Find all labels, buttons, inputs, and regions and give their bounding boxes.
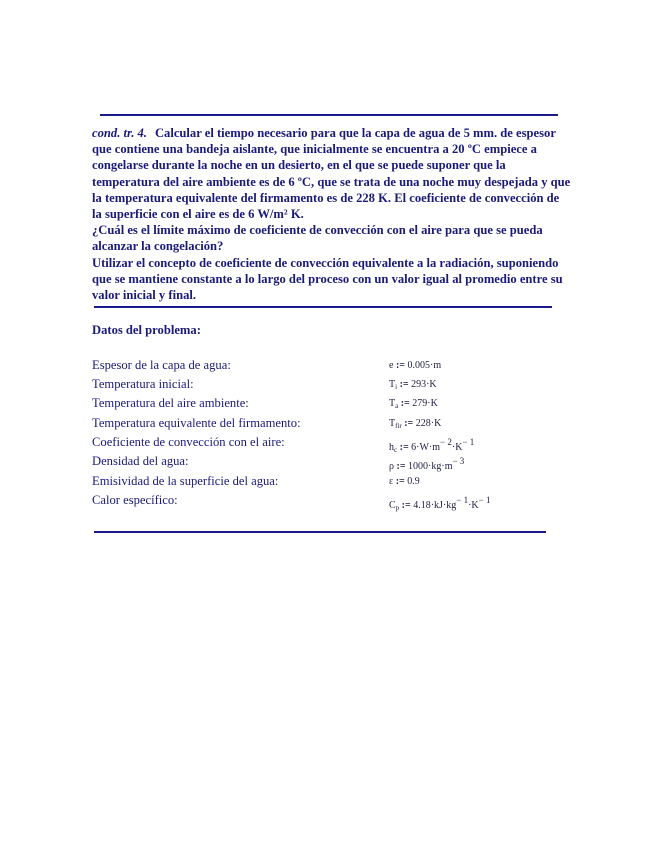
data-row-conveccion xyxy=(92,435,562,455)
data-equation: $T_i$ := 293·K xyxy=(389,379,437,391)
data-equation: ρ := $1000\cdot kg\cdot m^{- 3}$ xyxy=(389,456,465,472)
problem-paragraph-1 xyxy=(92,125,572,222)
data-row-temp-inicial xyxy=(92,377,562,397)
data-row-espesor xyxy=(92,358,562,378)
data-equation: $T_a$ := 279·K xyxy=(389,398,438,410)
data-equation: e := 0.005·m xyxy=(389,360,442,371)
data-equation: $C_p$ := $4.18\cdot kJ\cdot kg^{- 1}\cdot K^{- 1}$ xyxy=(389,495,491,512)
problem-text-1: Calcular el tiempo necesario para que la capa de agua de 5 mm. de espesor que contiene una bandeja aislante, que inicialmente se encuentra a 20 ºC empiece a congelarse durante la noche en un desierto, en el que se puede suponer que la temperatura del aire ambiente es de 6 ºC, que se trata de una noche muy despejada y que la temperatura equivalente del firmamento es de 228 K. El coeficiente de convección de la superficie con el aire es de 6 W/m² K. xyxy=(92,126,571,222)
data-row-emisividad xyxy=(92,474,562,494)
data-label: Coeficiente de convección con el aire: xyxy=(92,435,285,449)
problem-paragraph-3: Utilizar el concepto de coeficiente de convección equivalente a la radiación, suponiendo que se mantiene constante a lo largo del proceso con un valor igual al promedio entre su valor inicial y final. xyxy=(92,255,563,303)
data-label: Temperatura equivalente del firmamento: xyxy=(92,416,301,430)
problem-statement xyxy=(92,125,572,303)
data-label: Temperatura inicial: xyxy=(92,377,194,391)
data-row-temp-firmamento xyxy=(92,416,562,436)
data-equation: $T_{fir}$ := 228·K xyxy=(389,418,442,430)
data-row-temp-aire xyxy=(92,396,562,416)
problem-tag: cond. tr. 4. xyxy=(92,126,147,140)
data-label: Densidad del agua: xyxy=(92,454,189,468)
data-label: Espesor de la capa de agua: xyxy=(92,358,231,372)
data-equation: ε := 0.9 xyxy=(389,476,420,487)
data-label: Emisividad de la superficie del agua: xyxy=(92,474,279,488)
data-equation: $h_c$ := $6\cdot W\cdot m^{- 2}\cdot K^{- 1}$ xyxy=(389,437,475,454)
problem-paragraph-2: ¿Cuál es el límite máximo de coeficiente de convección con el aire para que se pueda alcanzar la congelación? xyxy=(92,223,543,254)
data-section-title: Datos del problema: xyxy=(92,323,201,337)
data-row-calor-especifico xyxy=(92,493,562,513)
top-divider xyxy=(100,114,558,116)
data-label: Calor específico: xyxy=(92,493,178,507)
bottom-divider xyxy=(94,531,546,533)
data-label: Temperatura del aire ambiente: xyxy=(92,396,249,410)
data-row-densidad xyxy=(92,454,562,474)
middle-divider xyxy=(94,306,552,308)
